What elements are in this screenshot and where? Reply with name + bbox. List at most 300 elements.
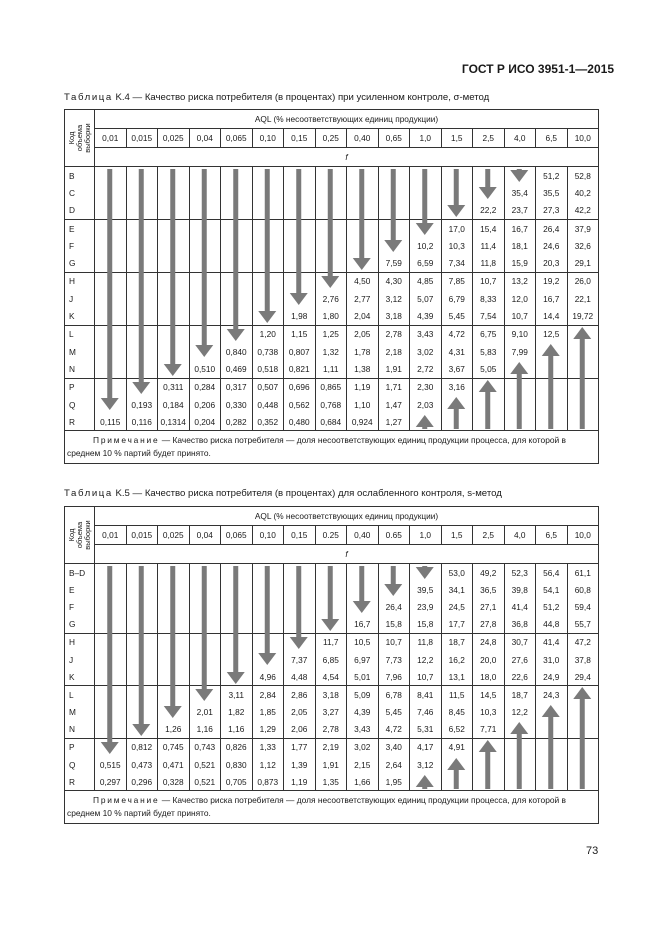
risk-value: [347, 237, 379, 254]
aql-level: 0,04: [189, 526, 221, 545]
risk-value: 59,4: [567, 598, 599, 615]
risk-value: [158, 633, 190, 651]
risk-value: [126, 325, 158, 343]
risk-value: [189, 598, 221, 615]
risk-value: 4,54: [315, 668, 347, 686]
risk-value: 0,206: [189, 396, 221, 413]
risk-value: 2,19: [315, 738, 347, 756]
risk-value: 24,6: [536, 237, 568, 254]
risk-value: 0,116: [126, 413, 158, 431]
risk-value: [158, 254, 190, 272]
risk-value: [95, 581, 127, 598]
aql-header: AQL (% несоответствующих единиц продукции): [95, 507, 599, 526]
risk-value: 6,75: [473, 325, 505, 343]
sample-size-code: J: [65, 651, 95, 668]
risk-value: 27,6: [504, 651, 536, 668]
risk-value: [315, 237, 347, 254]
risk-value: 0,865: [315, 378, 347, 396]
risk-value: [567, 704, 599, 721]
note-label: Примечание: [93, 795, 160, 806]
risk-value: [441, 202, 473, 220]
risk-value: 19,72: [567, 307, 599, 325]
aql-level: 0,15: [284, 129, 316, 148]
risk-value: [284, 290, 316, 307]
risk-value: [504, 738, 536, 756]
risk-value: 8,33: [473, 290, 505, 307]
sample-size-code: H: [65, 272, 95, 290]
risk-value: [284, 254, 316, 272]
risk-value: [189, 219, 221, 237]
risk-value: [536, 704, 568, 721]
risk-value: 4,96: [252, 668, 284, 686]
risk-value: 7,73: [378, 651, 410, 668]
risk-value: [536, 738, 568, 756]
risk-value: 10,2: [410, 237, 442, 254]
risk-value: [221, 668, 253, 686]
risk-value: 15,4: [473, 219, 505, 237]
risk-value: 26,4: [536, 219, 568, 237]
risk-value: [158, 325, 190, 343]
sample-size-code: L: [65, 325, 95, 343]
risk-value: 36,5: [473, 581, 505, 598]
risk-value: [95, 272, 127, 290]
risk-value: [347, 598, 379, 615]
risk-value: [567, 721, 599, 739]
aql-level: 0,10: [252, 129, 284, 148]
risk-value: [504, 756, 536, 773]
risk-value: 0,296: [126, 773, 158, 791]
risk-value: [410, 219, 442, 237]
risk-value: 0,812: [126, 738, 158, 756]
risk-value: 0,471: [158, 756, 190, 773]
risk-value: [473, 413, 505, 431]
risk-value: 0,768: [315, 396, 347, 413]
risk-value: 1,98: [284, 307, 316, 325]
sample-size-code: G: [65, 254, 95, 272]
risk-value: 0,193: [126, 396, 158, 413]
table-k5: [64, 506, 598, 824]
sample-size-code: J: [65, 290, 95, 307]
risk-value: [189, 581, 221, 598]
table-row: [65, 307, 599, 325]
risk-value: 5,01: [347, 668, 379, 686]
risk-value: [95, 651, 127, 668]
risk-value: [189, 184, 221, 201]
risk-value: 1,12: [252, 756, 284, 773]
risk-value: [473, 167, 505, 185]
risk-value: [189, 651, 221, 668]
table-k5-caption: [64, 488, 502, 499]
risk-value: 5,09: [347, 686, 379, 704]
risk-value: [95, 290, 127, 307]
risk-value: [284, 184, 316, 201]
risk-value: [504, 413, 536, 431]
risk-value: [347, 219, 379, 237]
risk-value: [126, 564, 158, 582]
risk-value: [95, 184, 127, 201]
risk-value: [252, 184, 284, 201]
note-text: — Качество риска потребителя — доля несоответствующих единиц продукции процесса, для которой в среднем 10 % партий будет принято.: [67, 795, 566, 819]
risk-value: [567, 686, 599, 704]
sample-size-code: D: [65, 202, 95, 220]
risk-value: [158, 237, 190, 254]
risk-value: [441, 167, 473, 185]
risk-value: 3,18: [315, 686, 347, 704]
risk-value: [158, 651, 190, 668]
caption-text: K.4 — Качество риска потребителя (в процентах) при усиленном контроле, σ-метод: [112, 92, 490, 103]
risk-value: 2,03: [410, 396, 442, 413]
risk-value: [95, 704, 127, 721]
risk-value: 0,743: [189, 738, 221, 756]
risk-value: [95, 668, 127, 686]
risk-value: 5,31: [410, 721, 442, 739]
risk-value: [221, 325, 253, 343]
risk-value: 51,2: [536, 598, 568, 615]
risk-value: 2,18: [378, 343, 410, 360]
risk-value: 0,745: [158, 738, 190, 756]
risk-value: 26,4: [378, 598, 410, 615]
aql-level: 1,5: [441, 129, 473, 148]
risk-value: [221, 290, 253, 307]
risk-value: [284, 616, 316, 634]
risk-value: 40,2: [567, 184, 599, 201]
risk-value: [252, 219, 284, 237]
risk-value: 4,50: [347, 272, 379, 290]
risk-value: 2,01: [189, 704, 221, 721]
aql-level: 4,0: [504, 129, 536, 148]
risk-value: 0,480: [284, 413, 316, 431]
risk-value: 16,7: [504, 219, 536, 237]
risk-value: 41,4: [504, 598, 536, 615]
risk-value: 0,738: [252, 343, 284, 360]
risk-value: [504, 360, 536, 378]
risk-value: [126, 721, 158, 739]
risk-value: [126, 668, 158, 686]
risk-value: 3,11: [221, 686, 253, 704]
risk-value: 0,352: [252, 413, 284, 431]
risk-value: 1,19: [347, 378, 379, 396]
risk-value: 4,85: [410, 272, 442, 290]
risk-value: [378, 581, 410, 598]
risk-value: [410, 564, 442, 582]
risk-value: [504, 167, 536, 185]
risk-value: [567, 396, 599, 413]
risk-value: 7,59: [378, 254, 410, 272]
aql-level: 10,0: [567, 526, 599, 545]
risk-value: 0,311: [158, 378, 190, 396]
risk-value: 1,38: [347, 360, 379, 378]
risk-value: 27,3: [536, 202, 568, 220]
table-row: [65, 598, 599, 615]
risk-value: [567, 343, 599, 360]
sample-size-code: N: [65, 360, 95, 378]
risk-value: [473, 756, 505, 773]
risk-value: 47,2: [567, 633, 599, 651]
table-row: [65, 343, 599, 360]
risk-value: [567, 325, 599, 343]
risk-value: [252, 633, 284, 651]
risk-value: [284, 598, 316, 615]
corner-label-line: Код: [66, 131, 76, 145]
aql-level: 2,5: [473, 129, 505, 148]
risk-value: [473, 396, 505, 413]
table-row: [65, 378, 599, 396]
table-row: [65, 272, 599, 290]
sample-size-code: L: [65, 686, 95, 704]
risk-value: [126, 651, 158, 668]
table-note: [65, 791, 599, 824]
risk-value: 2,05: [284, 704, 316, 721]
risk-value: [189, 254, 221, 272]
risk-value: [189, 307, 221, 325]
risk-value: 52,3: [504, 564, 536, 582]
risk-value: 34,1: [441, 581, 473, 598]
risk-value: [284, 219, 316, 237]
risk-value: 2,72: [410, 360, 442, 378]
risk-value: [347, 202, 379, 220]
risk-value: [126, 184, 158, 201]
risk-value: [158, 564, 190, 582]
risk-value: 0,184: [158, 396, 190, 413]
risk-value: 22,2: [473, 202, 505, 220]
risk-value: [441, 413, 473, 431]
risk-value: 0,1314: [158, 413, 190, 431]
risk-value: [378, 167, 410, 185]
risk-value: 1,26: [158, 721, 190, 739]
caption-label: Таблица: [64, 488, 113, 499]
risk-value: 5,45: [378, 704, 410, 721]
risk-value: 10,7: [378, 633, 410, 651]
risk-value: 4,48: [284, 668, 316, 686]
risk-value: 39,8: [504, 581, 536, 598]
risk-value: 0,284: [189, 378, 221, 396]
risk-value: [158, 668, 190, 686]
risk-value: [95, 738, 127, 756]
table-row: [65, 633, 599, 651]
risk-value: 5,45: [441, 307, 473, 325]
risk-value: [95, 686, 127, 704]
risk-value: 49,2: [473, 564, 505, 582]
risk-value: 60,8: [567, 581, 599, 598]
risk-value: [126, 307, 158, 325]
aql-level: 0,25: [315, 129, 347, 148]
risk-value: [378, 202, 410, 220]
risk-value: [126, 616, 158, 634]
risk-value: [126, 290, 158, 307]
risk-value: [567, 738, 599, 756]
risk-value: 3,18: [378, 307, 410, 325]
risk-value: 4,72: [441, 325, 473, 343]
risk-value: [95, 237, 127, 254]
risk-value: [95, 307, 127, 325]
sample-size-code: R: [65, 773, 95, 791]
risk-value: [567, 360, 599, 378]
risk-value: 55,7: [567, 616, 599, 634]
risk-value: 3,40: [378, 738, 410, 756]
risk-value: 3,02: [410, 343, 442, 360]
table-row: [65, 581, 599, 598]
risk-value: 2,78: [315, 721, 347, 739]
risk-value: [189, 272, 221, 290]
risk-value: [315, 219, 347, 237]
risk-value: 1,32: [315, 343, 347, 360]
risk-value: [95, 396, 127, 413]
risk-value: [567, 756, 599, 773]
risk-value: 14,5: [473, 686, 505, 704]
risk-value: 26,0: [567, 272, 599, 290]
risk-value: 0,696: [284, 378, 316, 396]
risk-value: 0,448: [252, 396, 284, 413]
risk-value: 0,328: [158, 773, 190, 791]
aql-level: 0,015: [126, 526, 158, 545]
risk-value: [221, 254, 253, 272]
table-row: [65, 396, 599, 413]
risk-value: 2,30: [410, 378, 442, 396]
table-k4-caption: [64, 92, 489, 103]
risk-value: 42,2: [567, 202, 599, 220]
risk-value: 1,16: [221, 721, 253, 739]
aql-level: 0,15: [284, 526, 316, 545]
risk-value: 3,02: [347, 738, 379, 756]
risk-value: 30,7: [504, 633, 536, 651]
risk-value: [252, 598, 284, 615]
risk-value: [252, 581, 284, 598]
risk-value: 12,2: [410, 651, 442, 668]
table-row: [65, 668, 599, 686]
risk-value: 17,0: [441, 219, 473, 237]
risk-value: 2,77: [347, 290, 379, 307]
risk-value: 16,7: [536, 290, 568, 307]
risk-value: 14,4: [536, 307, 568, 325]
risk-value: 13,2: [504, 272, 536, 290]
risk-value: 1,29: [252, 721, 284, 739]
risk-value: 1,80: [315, 307, 347, 325]
risk-value: 2,04: [347, 307, 379, 325]
risk-value: 52,8: [567, 167, 599, 185]
risk-value: [158, 272, 190, 290]
risk-value: [252, 290, 284, 307]
risk-value: [315, 254, 347, 272]
risk-value: 24,8: [473, 633, 505, 651]
risk-value: 2,05: [347, 325, 379, 343]
risk-value: 12,5: [536, 325, 568, 343]
sample-size-code: B–D: [65, 564, 95, 582]
risk-value: 36,8: [504, 616, 536, 634]
risk-value: [378, 184, 410, 201]
table-row: [65, 167, 599, 185]
aql-level: 4,0: [504, 526, 536, 545]
risk-value: 0,873: [252, 773, 284, 791]
risk-value: [158, 598, 190, 615]
risk-value: [536, 378, 568, 396]
risk-value: [347, 581, 379, 598]
risk-value: 0,510: [189, 360, 221, 378]
sample-size-code: C: [65, 184, 95, 201]
risk-value: 23,9: [410, 598, 442, 615]
aql-level: 0,015: [126, 129, 158, 148]
risk-value: [158, 290, 190, 307]
risk-value: 54,1: [536, 581, 568, 598]
risk-value: 4,91: [441, 738, 473, 756]
aql-level: 1,0: [410, 526, 442, 545]
aql-level: 1,5: [441, 526, 473, 545]
aql-level: 0.65: [378, 526, 410, 545]
symbol-f: f: [95, 545, 599, 564]
risk-value: [95, 360, 127, 378]
table-row: [65, 651, 599, 668]
risk-value: 7,34: [441, 254, 473, 272]
risk-value: 0,684: [315, 413, 347, 431]
risk-value: [284, 167, 316, 185]
risk-value: [378, 564, 410, 582]
risk-value: [315, 616, 347, 634]
risk-value: [315, 202, 347, 220]
risk-value: [536, 343, 568, 360]
risk-value: [189, 686, 221, 704]
risk-value: 11,8: [410, 633, 442, 651]
risk-value: [567, 413, 599, 431]
risk-value: [95, 598, 127, 615]
risk-value: 4,39: [410, 307, 442, 325]
risk-value: [158, 219, 190, 237]
risk-value: 24,9: [536, 668, 568, 686]
risk-value: [189, 564, 221, 582]
sample-size-code: M: [65, 343, 95, 360]
table-row: [65, 773, 599, 791]
risk-value: 17,7: [441, 616, 473, 634]
risk-value: [441, 396, 473, 413]
corner-label-line: объема: [74, 124, 84, 152]
risk-value: 1,47: [378, 396, 410, 413]
table-row: [65, 756, 599, 773]
sample-size-code: Q: [65, 756, 95, 773]
table-note: [65, 431, 599, 464]
table-row: [65, 721, 599, 739]
risk-value: 4,72: [378, 721, 410, 739]
risk-value: [284, 237, 316, 254]
risk-value: 35,5: [536, 184, 568, 201]
risk-value: [126, 686, 158, 704]
risk-value: [504, 378, 536, 396]
risk-value: 1,78: [347, 343, 379, 360]
risk-value: 12,0: [504, 290, 536, 307]
risk-value: [315, 167, 347, 185]
risk-value: [95, 343, 127, 360]
risk-value: [189, 290, 221, 307]
risk-value: 3,16: [441, 378, 473, 396]
risk-value: [536, 721, 568, 739]
risk-value: 15,9: [504, 254, 536, 272]
risk-value: 15,8: [378, 616, 410, 634]
risk-value: 1,77: [284, 738, 316, 756]
risk-value: 0,830: [221, 756, 253, 773]
sample-size-code: M: [65, 704, 95, 721]
risk-value: 1,33: [252, 738, 284, 756]
risk-value: 19,2: [536, 272, 568, 290]
risk-value: [441, 184, 473, 201]
risk-value: [126, 343, 158, 360]
risk-value: [347, 254, 379, 272]
risk-value: [504, 396, 536, 413]
risk-value: [252, 202, 284, 220]
risk-value: [95, 721, 127, 739]
risk-value: [189, 668, 221, 686]
risk-value: 0,562: [284, 396, 316, 413]
risk-value: [189, 343, 221, 360]
table-k4: [64, 109, 598, 464]
risk-value: [252, 307, 284, 325]
risk-value: 11,4: [473, 237, 505, 254]
